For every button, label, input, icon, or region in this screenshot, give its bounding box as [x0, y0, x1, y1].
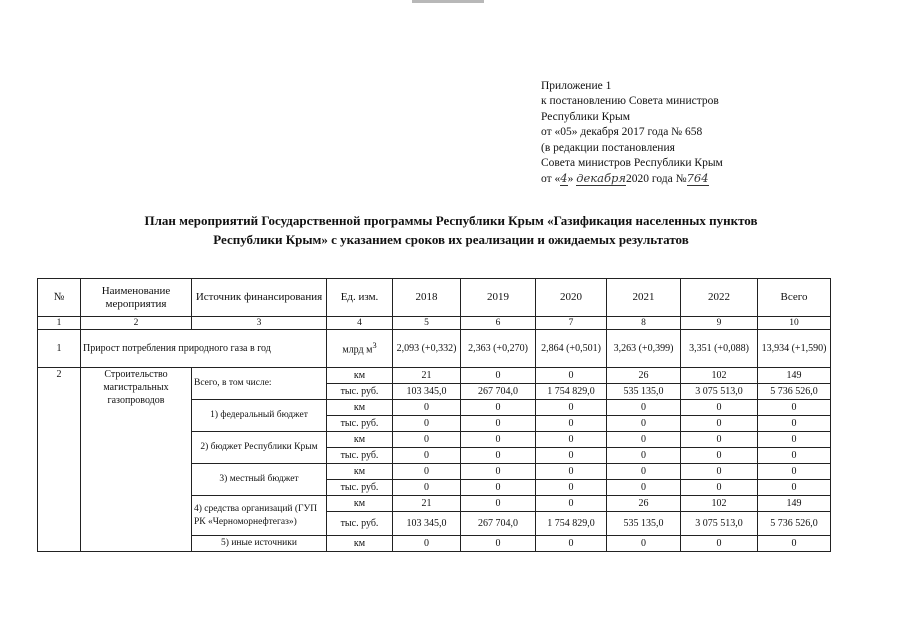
value-cell: 21 — [393, 368, 461, 384]
appendix-line: Приложение 1 — [541, 80, 612, 92]
value-cell: 0 — [461, 496, 536, 512]
funding-source: 3) местный бюджет — [192, 464, 327, 496]
unit-cell: км — [327, 496, 393, 512]
value-cell: 0 — [393, 448, 461, 464]
row-number: 2 — [38, 368, 81, 552]
column-number: 2 — [81, 317, 192, 330]
plan-table — [37, 278, 831, 552]
value-cell: 0 — [536, 480, 607, 496]
date-prefix: от « — [541, 173, 561, 186]
activity-name: Строительство магистральных газопроводов — [81, 368, 192, 552]
funding-source: Всего, в том числе: — [192, 368, 327, 400]
value-cell: 0 — [461, 432, 536, 448]
scan-artifact-line — [412, 0, 484, 3]
value-cell: 0 — [536, 496, 607, 512]
value-cell: 13,934 (+1,590) — [758, 330, 831, 368]
unit-cell: тыс. руб. — [327, 384, 393, 400]
value-cell: 0 — [607, 480, 681, 496]
header-cell: 2019 — [461, 279, 536, 317]
value-cell: 0 — [393, 480, 461, 496]
value-cell: 3,351 (+0,088) — [681, 330, 758, 368]
title-line: Республики Крым» с указанием сроков их реализации и ожидаемых результатов — [213, 232, 689, 247]
column-number: 1 — [38, 317, 81, 330]
table-row — [38, 368, 831, 384]
value-cell: 267 704,0 — [461, 384, 536, 400]
value-cell: 0 — [536, 432, 607, 448]
handwritten-number: 764 — [686, 171, 709, 186]
unit-cell: тыс. руб. — [327, 512, 393, 536]
header-cell: Источник финансирования — [192, 279, 327, 317]
value-cell: 0 — [681, 416, 758, 432]
header-cell: № — [38, 279, 81, 317]
column-number: 3 — [192, 317, 327, 330]
value-cell: 0 — [758, 448, 831, 464]
value-cell: 0 — [758, 480, 831, 496]
value-cell: 2,363 (+0,270) — [461, 330, 536, 368]
value-cell: 149 — [758, 368, 831, 384]
value-cell: 103 345,0 — [393, 384, 461, 400]
unit-text: млрд м — [342, 344, 373, 356]
column-number: 6 — [461, 317, 536, 330]
unit-cell: км — [327, 536, 393, 552]
value-cell: 26 — [607, 496, 681, 512]
column-number: 10 — [758, 317, 831, 330]
unit-cell: км — [327, 400, 393, 416]
header-cell: Наименование мероприятия — [81, 279, 192, 317]
appendix-line: Республики Крым — [541, 110, 630, 123]
value-cell: 3 075 513,0 — [681, 512, 758, 536]
appendix-line: к постановлению Совета министров — [541, 95, 719, 108]
value-cell: 0 — [681, 536, 758, 552]
value-cell: 5 736 526,0 — [758, 512, 831, 536]
column-number-row — [38, 317, 831, 330]
value-cell: 0 — [536, 464, 607, 480]
header-cell: 2021 — [607, 279, 681, 317]
value-cell: 0 — [461, 416, 536, 432]
value-cell: 0 — [607, 400, 681, 416]
value-cell: 0 — [607, 432, 681, 448]
value-cell: 0 — [607, 448, 681, 464]
funding-source: 4) средства организаций (ГУП РК «Черноморнефтегаз») — [192, 496, 327, 536]
value-cell: 103 345,0 — [393, 512, 461, 536]
value-cell: 0 — [607, 416, 681, 432]
value-cell: 21 — [393, 496, 461, 512]
value-cell: 2,864 (+0,501) — [536, 330, 607, 368]
column-number: 9 — [681, 317, 758, 330]
value-cell: 0 — [536, 448, 607, 464]
value-cell: 0 — [681, 464, 758, 480]
funding-source: 2) бюджет Республики Крым — [192, 432, 327, 464]
appendix-block — [541, 79, 723, 188]
appendix-line: (в редакции постановления — [541, 141, 675, 154]
value-cell: 0 — [393, 400, 461, 416]
appendix-line: от «05» декабря 2017 года № 658 — [541, 126, 703, 139]
header-cell: 2022 — [681, 279, 758, 317]
value-cell: 0 — [461, 368, 536, 384]
value-cell: 0 — [681, 448, 758, 464]
value-cell: 0 — [393, 416, 461, 432]
value-cell: 3,263 (+0,399) — [607, 330, 681, 368]
value-cell: 1 754 829,0 — [536, 512, 607, 536]
unit-superscript: 3 — [372, 341, 377, 351]
value-cell: 0 — [758, 464, 831, 480]
value-cell: 0 — [536, 368, 607, 384]
unit-cell: км — [327, 432, 393, 448]
unit-cell: км — [327, 368, 393, 384]
appendix-line: Совета министров Республики Крым — [541, 157, 723, 170]
value-cell: 0 — [536, 416, 607, 432]
value-cell: 102 — [681, 496, 758, 512]
header-cell: Всего — [758, 279, 831, 317]
value-cell: 0 — [461, 464, 536, 480]
value-cell: 0 — [607, 536, 681, 552]
value-cell: 535 135,0 — [607, 384, 681, 400]
column-number: 7 — [536, 317, 607, 330]
value-cell: 0 — [758, 536, 831, 552]
value-cell: 0 — [393, 536, 461, 552]
value-cell: 0 — [681, 480, 758, 496]
value-cell: 2,093 (+0,332) — [393, 330, 461, 368]
value-cell: 0 — [461, 448, 536, 464]
handwritten-month: декабря — [576, 171, 627, 186]
value-cell: 1 754 829,0 — [536, 384, 607, 400]
date-separator: » — [567, 173, 577, 186]
value-cell: 0 — [681, 432, 758, 448]
funding-source: 5) иные источники — [192, 536, 327, 552]
header-cell: 2020 — [536, 279, 607, 317]
header-cell: 2018 — [393, 279, 461, 317]
unit-cell: тыс. руб. — [327, 448, 393, 464]
value-cell: 0 — [461, 400, 536, 416]
unit-cell: тыс. руб. — [327, 480, 393, 496]
title-line: План мероприятий Государственной программы Республики Крым «Газификация населенных пунктов — [144, 213, 758, 228]
value-cell: 267 704,0 — [461, 512, 536, 536]
value-cell: 535 135,0 — [607, 512, 681, 536]
funding-source: 1) федеральный бюджет — [192, 400, 327, 432]
activity-name: Прирост потребления природного газа в год — [81, 330, 327, 368]
header-row — [38, 279, 831, 317]
value-cell: 102 — [681, 368, 758, 384]
value-cell: 0 — [461, 480, 536, 496]
column-number: 5 — [393, 317, 461, 330]
value-cell: 0 — [393, 464, 461, 480]
page-title — [0, 211, 902, 249]
value-cell: 149 — [758, 496, 831, 512]
table-row — [38, 330, 831, 368]
column-number: 8 — [607, 317, 681, 330]
row-number: 1 — [38, 330, 81, 368]
unit-cell: км — [327, 464, 393, 480]
value-cell: 0 — [758, 432, 831, 448]
unit-cell — [327, 330, 393, 368]
value-cell: 3 075 513,0 — [681, 384, 758, 400]
value-cell: 0 — [461, 536, 536, 552]
value-cell: 0 — [758, 400, 831, 416]
handwritten-day: 4 — [560, 171, 568, 186]
column-number: 4 — [327, 317, 393, 330]
value-cell: 0 — [536, 400, 607, 416]
value-cell: 0 — [536, 536, 607, 552]
value-cell: 5 736 526,0 — [758, 384, 831, 400]
value-cell: 0 — [607, 464, 681, 480]
value-cell: 0 — [681, 400, 758, 416]
value-cell: 0 — [758, 416, 831, 432]
date-year: 2020 года № — [626, 173, 687, 186]
value-cell: 0 — [393, 432, 461, 448]
appendix-line-date — [541, 171, 723, 187]
header-cell: Ед. изм. — [327, 279, 393, 317]
unit-cell: тыс. руб. — [327, 416, 393, 432]
value-cell: 26 — [607, 368, 681, 384]
